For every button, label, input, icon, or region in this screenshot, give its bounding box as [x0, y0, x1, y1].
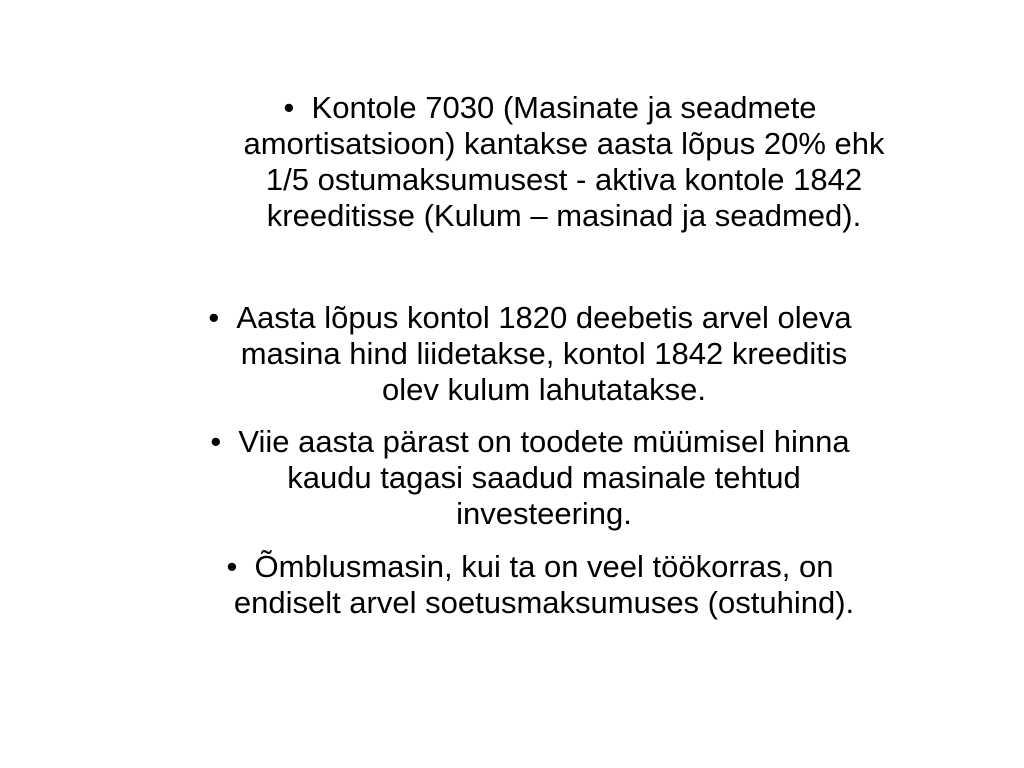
bullet-line: kaudu tagasi saadud masinale tehtud	[287, 460, 801, 495]
bullet-line: kreeditisse (Kulum – masinad ja seadmed).	[266, 198, 862, 233]
bullet-item-2	[100, 300, 960, 408]
bullet-item-4	[100, 549, 960, 621]
bullet-line: Viie aasta pärast on toodete müümisel hinna	[238, 424, 850, 459]
bullet-line: masina hind liidetakse, kontol 1842 kreeditis	[240, 336, 848, 371]
bullet-line: olev kulum lahutatakse.	[382, 372, 706, 407]
bullet-line: Aasta lõpus kontol 1820 deebetis arvel oleva	[236, 300, 852, 335]
bullet-item-1	[140, 90, 960, 234]
bullet-line: 1/5 ostumaksumusest - aktiva kontole 1842	[265, 162, 863, 197]
bullet-line: endiselt arvel soetusmaksumuses (ostuhind).	[233, 585, 855, 620]
bullet-line: investeering.	[456, 496, 632, 531]
bullet-marker: •	[208, 300, 220, 335]
bullet-marker: •	[210, 424, 222, 459]
bullet-marker: •	[226, 549, 238, 584]
bullet-line: Kontole 7030 (Masinate ja seadmete	[311, 90, 817, 125]
bullet-item-3	[100, 424, 960, 532]
bullet-marker: •	[283, 90, 295, 125]
bullet-line: Õmblusmasin, kui ta on veel töökorras, on	[254, 549, 834, 584]
bullet-line: amortisatsioon) kantakse aasta lõpus 20% ehk	[243, 126, 885, 161]
